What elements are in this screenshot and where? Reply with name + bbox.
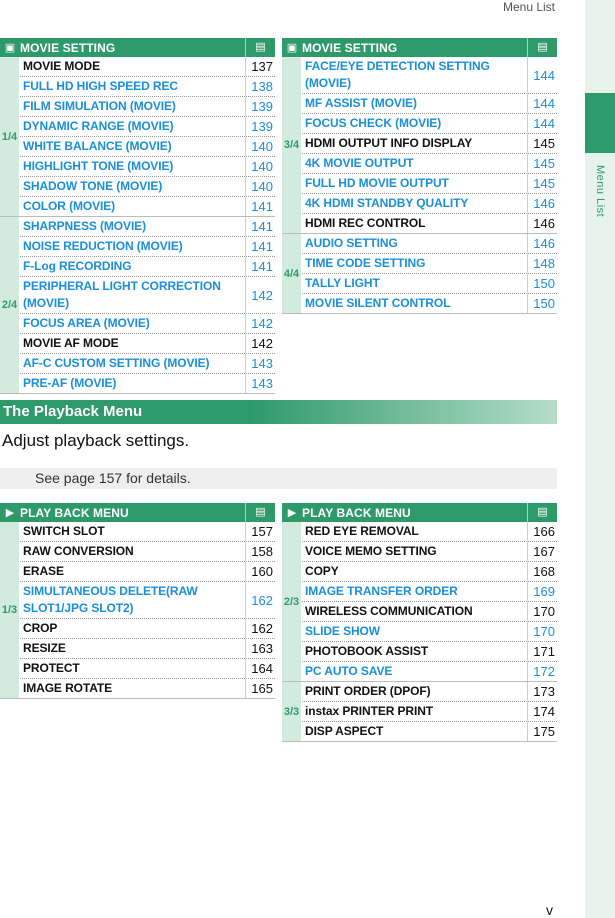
menu-page-group: [0, 522, 275, 699]
table-header: [282, 38, 557, 57]
menu-item-name: SHARPNESS (MOVIE): [23, 219, 146, 233]
menu-item-name: VOICE MEMO SETTING: [305, 544, 437, 558]
menu-item-page[interactable]: 139: [245, 97, 275, 116]
menu-item-row[interactable]: [302, 234, 557, 254]
menu-item-row[interactable]: [302, 174, 557, 194]
menu-item-name: HDMI OUTPUT INFO DISPLAY: [305, 136, 473, 150]
group-page-indicator: 1/4: [0, 57, 20, 216]
menu-item-name: DISP ASPECT: [305, 724, 384, 738]
menu-page-group: [0, 217, 275, 394]
menu-item-page[interactable]: 143: [245, 354, 275, 373]
menu-item-row[interactable]: [20, 334, 275, 354]
menu-item-row[interactable]: [20, 197, 275, 216]
menu-item-page[interactable]: 139: [245, 117, 275, 136]
menu-item-page[interactable]: 141: [245, 197, 275, 216]
section-title: The Playback Menu: [0, 400, 557, 424]
menu-item-row[interactable]: [20, 659, 275, 679]
table-header: [0, 38, 275, 57]
menu-item-row[interactable]: [302, 662, 557, 681]
menu-item-name: TALLY LIGHT: [305, 276, 380, 290]
menu-item-name: 4K HDMI STANDBY QUALITY: [305, 196, 469, 210]
group-page-indicator: 1/3: [0, 522, 20, 698]
menu-item-page[interactable]: 171: [527, 642, 557, 661]
menu-item-page[interactable]: 162: [245, 582, 275, 618]
book-icon: ▤: [245, 38, 275, 57]
menu-page-group: [0, 57, 275, 217]
menu-item-name: FILM SIMULATION (MOVIE): [23, 99, 176, 113]
menu-item-name: RESIZE: [23, 641, 66, 655]
running-head: Menu List: [502, 0, 555, 14]
menu-item-row[interactable]: [20, 562, 275, 582]
group-page-indicator: 4/4: [282, 234, 302, 313]
menu-item-row[interactable]: [302, 57, 557, 94]
menu-item-page[interactable]: 160: [245, 562, 275, 581]
menu-item-page[interactable]: 137: [245, 57, 275, 76]
menu-item-row[interactable]: [302, 294, 557, 313]
menu-item-page[interactable]: 140: [245, 157, 275, 176]
menu-item-page[interactable]: 150: [527, 274, 557, 293]
menu-item-page[interactable]: 141: [245, 217, 275, 236]
menu-item-page[interactable]: 146: [527, 194, 557, 213]
menu-item-page[interactable]: 174: [527, 702, 557, 721]
menu-item-page[interactable]: 169: [527, 582, 557, 601]
menu-item-page[interactable]: 144: [527, 94, 557, 113]
side-tab: [585, 0, 615, 918]
menu-item-row[interactable]: [20, 257, 275, 277]
menu-item-page[interactable]: 175: [527, 722, 557, 741]
menu-item-name: MF ASSIST (MOVIE): [305, 96, 417, 110]
menu-item-row[interactable]: [20, 117, 275, 137]
table-header: [282, 503, 557, 522]
menu-item-row[interactable]: [302, 254, 557, 274]
menu-item-page[interactable]: 143: [245, 374, 275, 393]
menu-item-row[interactable]: [302, 274, 557, 294]
menu-page-group: [282, 57, 557, 234]
table-header: [0, 503, 275, 522]
menu-item-row[interactable]: [302, 682, 557, 702]
menu-item-page[interactable]: 145: [527, 174, 557, 193]
menu-page-group: [282, 522, 557, 682]
menu-item-row[interactable]: [20, 97, 275, 117]
menu-item-name: instax PRINTER PRINT: [305, 704, 434, 718]
playback-menu-table-right: [282, 503, 557, 742]
menu-item-row[interactable]: [302, 522, 557, 542]
menu-item-name: RED EYE REMOVAL: [305, 524, 419, 538]
menu-item-page[interactable]: 164: [245, 659, 275, 678]
menu-item-name: COPY: [305, 564, 339, 578]
menu-item-row[interactable]: [20, 137, 275, 157]
menu-item-page[interactable]: 146: [527, 234, 557, 253]
menu-item-row[interactable]: [20, 374, 275, 393]
menu-item-row[interactable]: [20, 314, 275, 334]
group-rows: [302, 234, 557, 313]
menu-item-name: PERIPHERAL LIGHT CORRECTION (MOVIE): [23, 279, 221, 310]
menu-item-page[interactable]: 170: [527, 622, 557, 641]
menu-item-page[interactable]: 141: [245, 237, 275, 256]
page-number: v: [546, 902, 553, 918]
menu-item-page[interactable]: 148: [527, 254, 557, 273]
menu-item-name: PRINT ORDER (DPOF): [305, 684, 431, 698]
menu-item-name: DYNAMIC RANGE (MOVIE): [23, 119, 174, 133]
menu-item-name: AF-C CUSTOM SETTING (MOVIE): [23, 356, 210, 370]
side-tab-marker: [585, 93, 615, 153]
menu-item-row[interactable]: [302, 722, 557, 741]
group-page-indicator: 3/4: [282, 57, 302, 233]
menu-item-page[interactable]: 140: [245, 177, 275, 196]
menu-item-page[interactable]: 145: [527, 154, 557, 173]
section-description: Adjust playback settings.: [2, 431, 190, 450]
menu-item-row[interactable]: [302, 702, 557, 722]
group-rows: [302, 57, 557, 233]
menu-item-row[interactable]: [20, 522, 275, 542]
menu-item-name: SWITCH SLOT: [23, 524, 105, 538]
menu-item-page[interactable]: 138: [245, 77, 275, 96]
menu-item-row[interactable]: [302, 542, 557, 562]
menu-item-row[interactable]: [20, 277, 275, 314]
menu-item-page[interactable]: 146: [527, 214, 557, 233]
menu-item-row[interactable]: [302, 642, 557, 662]
menu-item-name: HDMI REC CONTROL: [305, 216, 426, 230]
table-title: PLAY BACK MENU: [302, 505, 411, 520]
menu-item-name: AUDIO SETTING: [305, 236, 398, 250]
menu-item-name: FACE/EYE DETECTION SETTING (MOVIE): [305, 59, 490, 90]
menu-item-page[interactable]: 150: [527, 294, 557, 313]
menu-item-row[interactable]: [20, 157, 275, 177]
menu-item-row[interactable]: [20, 217, 275, 237]
menu-item-name: MOVIE MODE: [23, 59, 101, 73]
table-title: PLAY BACK MENU: [20, 505, 129, 520]
menu-item-row[interactable]: [302, 134, 557, 154]
menu-item-name: 4K MOVIE OUTPUT: [305, 156, 414, 170]
menu-item-name: RAW CONVERSION: [23, 544, 134, 558]
menu-item-row[interactable]: [302, 622, 557, 642]
menu-item-page[interactable]: 144: [527, 57, 557, 93]
menu-item-row[interactable]: [20, 582, 275, 619]
menu-item-page[interactable]: 158: [245, 542, 275, 561]
menu-item-name: PHOTOBOOK ASSIST: [305, 644, 429, 658]
group-page-indicator: 2/4: [0, 217, 20, 393]
book-icon: ▤: [527, 503, 557, 522]
menu-item-name: IMAGE ROTATE: [23, 681, 113, 695]
menu-item-name: MOVIE AF MODE: [23, 336, 119, 350]
menu-item-name: SIMULTANEOUS DELETE(RAW SLOT1/JPG SLOT2): [23, 584, 198, 615]
table-title: MOVIE SETTING: [20, 40, 116, 55]
menu-item-name: FOCUS CHECK (MOVIE): [305, 116, 442, 130]
movie-setting-table-left: [0, 38, 275, 394]
menu-item-name: HIGHLIGHT TONE (MOVIE): [23, 159, 174, 173]
menu-item-row[interactable]: [302, 114, 557, 134]
menu-item-page[interactable]: 140: [245, 137, 275, 156]
menu-page-group: [282, 234, 557, 314]
menu-item-page[interactable]: 168: [527, 562, 557, 581]
menu-item-row[interactable]: [20, 177, 275, 197]
menu-item-row[interactable]: [20, 679, 275, 698]
menu-item-row[interactable]: [302, 582, 557, 602]
menu-item-row[interactable]: [20, 542, 275, 562]
menu-item-page[interactable]: 142: [245, 334, 275, 353]
menu-item-name: PRE-AF (MOVIE): [23, 376, 117, 390]
menu-item-name: IMAGE TRANSFER ORDER: [305, 584, 458, 598]
menu-item-page[interactable]: 173: [527, 682, 557, 701]
menu-item-name: FOCUS AREA (MOVIE): [23, 316, 150, 330]
menu-item-page[interactable]: 142: [245, 277, 275, 313]
menu-item-row[interactable]: [302, 562, 557, 582]
menu-item-name: SHADOW TONE (MOVIE): [23, 179, 163, 193]
menu-item-page[interactable]: 163: [245, 639, 275, 658]
menu-item-name: WIRELESS COMMUNICATION: [305, 604, 473, 618]
menu-item-page[interactable]: 162: [245, 619, 275, 638]
menu-item-row[interactable]: [302, 194, 557, 214]
menu-item-page[interactable]: 172: [527, 662, 557, 681]
menu-item-page[interactable]: 145: [527, 134, 557, 153]
menu-item-row[interactable]: [302, 602, 557, 622]
menu-item-page[interactable]: 157: [245, 522, 275, 541]
menu-item-name: F-Log RECORDING: [23, 259, 132, 273]
group-rows: [302, 522, 557, 681]
table-title: MOVIE SETTING: [302, 40, 398, 55]
menu-item-name: TIME CODE SETTING: [305, 256, 426, 270]
group-rows: [20, 217, 275, 393]
menu-item-row[interactable]: [20, 237, 275, 257]
playback-icon: ▶: [5, 507, 15, 519]
menu-item-name: ERASE: [23, 564, 64, 578]
menu-item-row[interactable]: [302, 94, 557, 114]
note-text: See page 157 for details.: [0, 468, 557, 489]
menu-item-name: SLIDE SHOW: [305, 624, 381, 638]
movie-camera-icon: ▣: [286, 42, 298, 54]
movie-camera-icon: ▣: [4, 42, 16, 54]
playback-icon: ▶: [287, 507, 297, 519]
menu-item-page[interactable]: 166: [527, 522, 557, 541]
menu-item-page[interactable]: 167: [527, 542, 557, 561]
book-icon: ▤: [527, 38, 557, 57]
menu-item-page[interactable]: 165: [245, 679, 275, 698]
menu-item-row[interactable]: [20, 354, 275, 374]
menu-item-row[interactable]: [20, 639, 275, 659]
movie-setting-table-right: [282, 38, 557, 314]
group-rows: [20, 522, 275, 698]
side-tab-label: Menu List: [594, 165, 606, 218]
menu-item-name: WHITE BALANCE (MOVIE): [23, 139, 172, 153]
menu-item-page[interactable]: 142: [245, 314, 275, 333]
menu-item-name: FULL HD MOVIE OUTPUT: [305, 176, 449, 190]
menu-item-row[interactable]: [20, 77, 275, 97]
playback-menu-table-left: [0, 503, 275, 699]
menu-item-name: CROP: [23, 621, 58, 635]
menu-item-page[interactable]: 144: [527, 114, 557, 133]
menu-item-page[interactable]: 141: [245, 257, 275, 276]
group-page-indicator: 3/3: [282, 682, 302, 741]
menu-item-row[interactable]: [302, 214, 557, 233]
menu-item-name: PC AUTO SAVE: [305, 664, 393, 678]
menu-page-group: [282, 682, 557, 742]
menu-item-name: NOISE REDUCTION (MOVIE): [23, 239, 183, 253]
book-icon: ▤: [245, 503, 275, 522]
menu-item-name: FULL HD HIGH SPEED REC: [23, 79, 178, 93]
menu-item-page[interactable]: 170: [527, 602, 557, 621]
menu-item-row[interactable]: [20, 619, 275, 639]
group-page-indicator: 2/3: [282, 522, 302, 681]
group-rows: [302, 682, 557, 741]
menu-item-name: COLOR (MOVIE): [23, 199, 116, 213]
menu-item-name: MOVIE SILENT CONTROL: [305, 296, 451, 310]
menu-item-row[interactable]: [302, 154, 557, 174]
menu-item-name: PROTECT: [23, 661, 80, 675]
group-rows: [20, 57, 275, 216]
menu-item-row[interactable]: [20, 57, 275, 77]
